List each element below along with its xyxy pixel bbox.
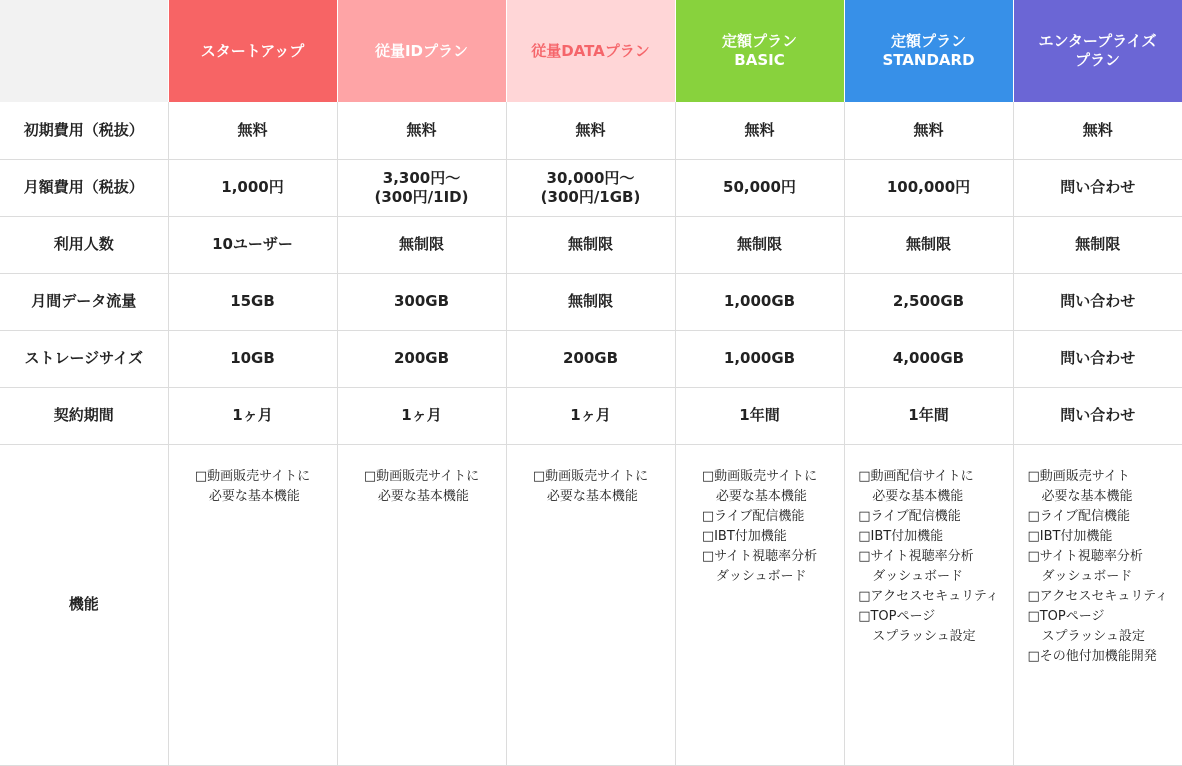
feature-text: □TOPページ bbox=[858, 608, 936, 624]
feature-item bbox=[1027, 467, 1168, 507]
feature-item bbox=[195, 467, 310, 507]
cell-value: 2,500GB bbox=[892, 292, 965, 310]
cell-value: 50,000円 bbox=[723, 178, 796, 196]
table-row bbox=[0, 330, 1182, 387]
feature-list bbox=[1027, 467, 1168, 667]
table-cell bbox=[506, 102, 675, 159]
feature-text: □動画配信サイトに bbox=[858, 468, 974, 484]
feature-list bbox=[858, 467, 999, 647]
cell-value: 無制限 bbox=[567, 292, 613, 310]
features-row bbox=[0, 444, 1182, 765]
features-wrap bbox=[342, 467, 502, 507]
feature-item bbox=[1027, 507, 1168, 527]
table-cell bbox=[337, 102, 506, 159]
table-cell bbox=[337, 273, 506, 330]
plan-name: 従量IDプラン bbox=[374, 41, 469, 60]
table-row bbox=[0, 102, 1182, 159]
table-row bbox=[0, 216, 1182, 273]
table-cell bbox=[844, 273, 1013, 330]
feature-item bbox=[702, 467, 817, 507]
feature-item bbox=[702, 507, 817, 527]
row-label: 利用人数 bbox=[0, 216, 168, 273]
cell-value: 10GB bbox=[230, 349, 275, 367]
cell-value: 問い合わせ bbox=[1060, 292, 1136, 310]
features-wrap bbox=[1018, 467, 1179, 667]
row-label: 機能 bbox=[0, 444, 168, 765]
cell-value: 無制限 bbox=[1075, 235, 1121, 253]
table-cell bbox=[675, 102, 844, 159]
table-cell bbox=[675, 330, 844, 387]
feature-text: □ライブ配信機能 bbox=[1027, 508, 1130, 524]
cell-value: 無制限 bbox=[567, 235, 613, 253]
feature-text: □TOPページ bbox=[1027, 608, 1105, 624]
feature-item bbox=[1027, 547, 1168, 587]
features-cell bbox=[675, 444, 844, 765]
feature-text: □動画販売サイトに bbox=[701, 468, 818, 484]
table-cell bbox=[844, 387, 1013, 444]
feature-item bbox=[1027, 607, 1168, 647]
cell-value: 問い合わせ bbox=[1060, 349, 1136, 367]
feature-text: □サイト視聴率分析 bbox=[858, 548, 974, 564]
cell-value: 無料 bbox=[575, 120, 606, 139]
features-wrap bbox=[173, 467, 333, 507]
plan-header-basic bbox=[675, 0, 844, 102]
plan-header-enterprise bbox=[1013, 0, 1182, 102]
plan-name: 定額プラン bbox=[890, 32, 966, 50]
feature-text: 必要な基本機能 bbox=[208, 488, 300, 504]
table-cell bbox=[1013, 216, 1182, 273]
plan-header-startup bbox=[168, 0, 337, 102]
table-cell bbox=[506, 216, 675, 273]
feature-text: □動画販売サイト bbox=[1027, 468, 1130, 484]
plan-name: スタートアップ bbox=[200, 41, 305, 60]
row-label: 初期費用（税抜） bbox=[0, 102, 168, 159]
feature-text: スプラッシュ設定 bbox=[872, 628, 976, 644]
plan-header-id-plan bbox=[337, 0, 506, 102]
feature-item bbox=[1027, 527, 1168, 547]
feature-text: 必要な基本機能 bbox=[1041, 488, 1133, 504]
cell-value: 1ヶ月 bbox=[570, 406, 611, 424]
feature-text: 必要な基本機能 bbox=[546, 488, 638, 504]
table-cell bbox=[337, 216, 506, 273]
cell-value: 10ユーザー bbox=[212, 235, 293, 253]
table-cell bbox=[168, 273, 337, 330]
feature-item bbox=[858, 527, 999, 547]
table-cell bbox=[337, 330, 506, 387]
table-cell bbox=[844, 159, 1013, 216]
cell-value: (300円/1GB) bbox=[540, 187, 641, 206]
table-cell bbox=[675, 273, 844, 330]
cell-value: 無料 bbox=[913, 120, 944, 139]
table-cell bbox=[844, 102, 1013, 159]
plan-header-data-plan bbox=[506, 0, 675, 102]
feature-text: □サイト視聴率分析 bbox=[1027, 548, 1143, 564]
plan-name: 従量DATAプラン bbox=[531, 41, 650, 60]
feature-text: ダッシュボード bbox=[872, 568, 963, 584]
feature-text: □動画販売サイトに bbox=[194, 468, 311, 484]
feature-list bbox=[533, 467, 648, 507]
table-cell bbox=[506, 273, 675, 330]
feature-text: □サイト視聴率分析 bbox=[701, 548, 818, 564]
feature-text: □IBT付加機能 bbox=[1027, 528, 1113, 544]
feature-text: □ライブ配信機能 bbox=[701, 508, 805, 524]
table-cell bbox=[1013, 273, 1182, 330]
cell-value: 1,000GB bbox=[723, 292, 796, 310]
cell-value: 無制限 bbox=[736, 235, 782, 253]
cell-value: 1ヶ月 bbox=[232, 406, 273, 424]
cell-value: 300GB bbox=[393, 292, 450, 310]
cell-value: 1年間 bbox=[908, 406, 949, 424]
cell-value: 1,000GB bbox=[723, 349, 796, 367]
plan-subname: プラン bbox=[1074, 51, 1120, 69]
cell-value: 15GB bbox=[230, 292, 275, 310]
feature-item bbox=[1027, 647, 1168, 667]
cell-value: 200GB bbox=[562, 349, 619, 367]
feature-item bbox=[858, 507, 999, 527]
row-label: ストレージサイズ bbox=[0, 330, 168, 387]
plan-name: 定額プラン bbox=[721, 32, 797, 50]
cell-value: 問い合わせ bbox=[1060, 406, 1136, 424]
cell-value: 100,000円 bbox=[886, 178, 971, 196]
cell-value: 1年間 bbox=[739, 406, 780, 424]
features-wrap bbox=[849, 467, 1009, 647]
header-corner-cell bbox=[0, 0, 168, 102]
table-cell bbox=[337, 159, 506, 216]
features-cell bbox=[506, 444, 675, 765]
cell-value: 3,300円〜 bbox=[382, 168, 461, 187]
comparison-body bbox=[0, 102, 1182, 765]
table-cell bbox=[1013, 387, 1182, 444]
table-cell bbox=[1013, 159, 1182, 216]
feature-text: □動画販売サイトに bbox=[532, 468, 649, 484]
feature-item bbox=[702, 527, 817, 547]
feature-text: □動画販売サイトに bbox=[363, 468, 480, 484]
plan-subname: BASIC bbox=[734, 51, 785, 69]
features-wrap bbox=[680, 467, 840, 587]
feature-text: □アクセスセキュリティ bbox=[858, 588, 999, 604]
feature-text: □ライブ配信機能 bbox=[858, 508, 961, 524]
table-cell bbox=[506, 159, 675, 216]
table-cell bbox=[675, 216, 844, 273]
table-cell bbox=[844, 216, 1013, 273]
feature-list bbox=[195, 467, 310, 507]
feature-text: ダッシュボード bbox=[1041, 568, 1133, 584]
feature-text: □アクセスセキュリティ bbox=[1027, 588, 1169, 604]
cell-value: 無料 bbox=[1082, 120, 1113, 139]
cell-value: (300円/1ID) bbox=[374, 187, 469, 206]
features-cell bbox=[1013, 444, 1182, 765]
table-cell bbox=[675, 159, 844, 216]
feature-text: □その他付加機能開発 bbox=[1027, 648, 1157, 664]
plan-header-standard bbox=[844, 0, 1013, 102]
cell-value: 無料 bbox=[237, 120, 268, 139]
row-label: 月間データ流量 bbox=[0, 273, 168, 330]
feature-text: □IBT付加機能 bbox=[701, 528, 787, 544]
table-row bbox=[0, 159, 1182, 216]
table-cell bbox=[844, 330, 1013, 387]
features-cell bbox=[168, 444, 337, 765]
plan-name: エンタープライズ bbox=[1038, 32, 1157, 50]
cell-value: 200GB bbox=[393, 349, 450, 367]
table-cell bbox=[506, 330, 675, 387]
cell-value: 無料 bbox=[744, 120, 775, 139]
cell-value: 1ヶ月 bbox=[401, 406, 442, 424]
row-label: 契約期間 bbox=[0, 387, 168, 444]
table-cell bbox=[168, 216, 337, 273]
cell-value: 4,000GB bbox=[892, 349, 965, 367]
feature-text: 必要な基本機能 bbox=[715, 488, 807, 504]
cell-value: 1,000円 bbox=[221, 178, 284, 196]
table-cell bbox=[506, 387, 675, 444]
feature-text: 必要な基本機能 bbox=[872, 488, 964, 504]
feature-item bbox=[858, 547, 999, 587]
table-cell bbox=[337, 387, 506, 444]
cell-value: 問い合わせ bbox=[1060, 178, 1136, 196]
feature-item bbox=[858, 607, 999, 647]
plan-subname: STANDARD bbox=[882, 51, 975, 69]
cell-value: 30,000円〜 bbox=[546, 168, 635, 187]
table-cell bbox=[1013, 330, 1182, 387]
feature-list bbox=[702, 467, 817, 587]
feature-text: スプラッシュ設定 bbox=[1041, 628, 1145, 644]
feature-item bbox=[533, 467, 648, 507]
feature-item bbox=[858, 587, 999, 607]
table-cell bbox=[168, 102, 337, 159]
features-wrap bbox=[511, 467, 671, 507]
table-cell bbox=[168, 159, 337, 216]
feature-text: ダッシュボード bbox=[715, 568, 807, 584]
table-cell bbox=[675, 387, 844, 444]
table-row bbox=[0, 387, 1182, 444]
features-cell bbox=[844, 444, 1013, 765]
cell-value: 無制限 bbox=[905, 235, 951, 253]
feature-list bbox=[364, 467, 479, 507]
features-cell bbox=[337, 444, 506, 765]
feature-text: □IBT付加機能 bbox=[858, 528, 944, 544]
feature-text: 必要な基本機能 bbox=[377, 488, 469, 504]
table-row bbox=[0, 273, 1182, 330]
feature-item bbox=[1027, 587, 1168, 607]
feature-item bbox=[858, 467, 999, 507]
feature-item bbox=[702, 547, 817, 587]
table-cell bbox=[1013, 102, 1182, 159]
cell-value: 無料 bbox=[406, 120, 437, 139]
feature-item bbox=[364, 467, 479, 507]
row-label: 月額費用（税抜） bbox=[0, 159, 168, 216]
table-cell bbox=[168, 330, 337, 387]
plan-header-row bbox=[0, 0, 1182, 102]
cell-value: 無制限 bbox=[398, 235, 444, 253]
table-cell bbox=[168, 387, 337, 444]
